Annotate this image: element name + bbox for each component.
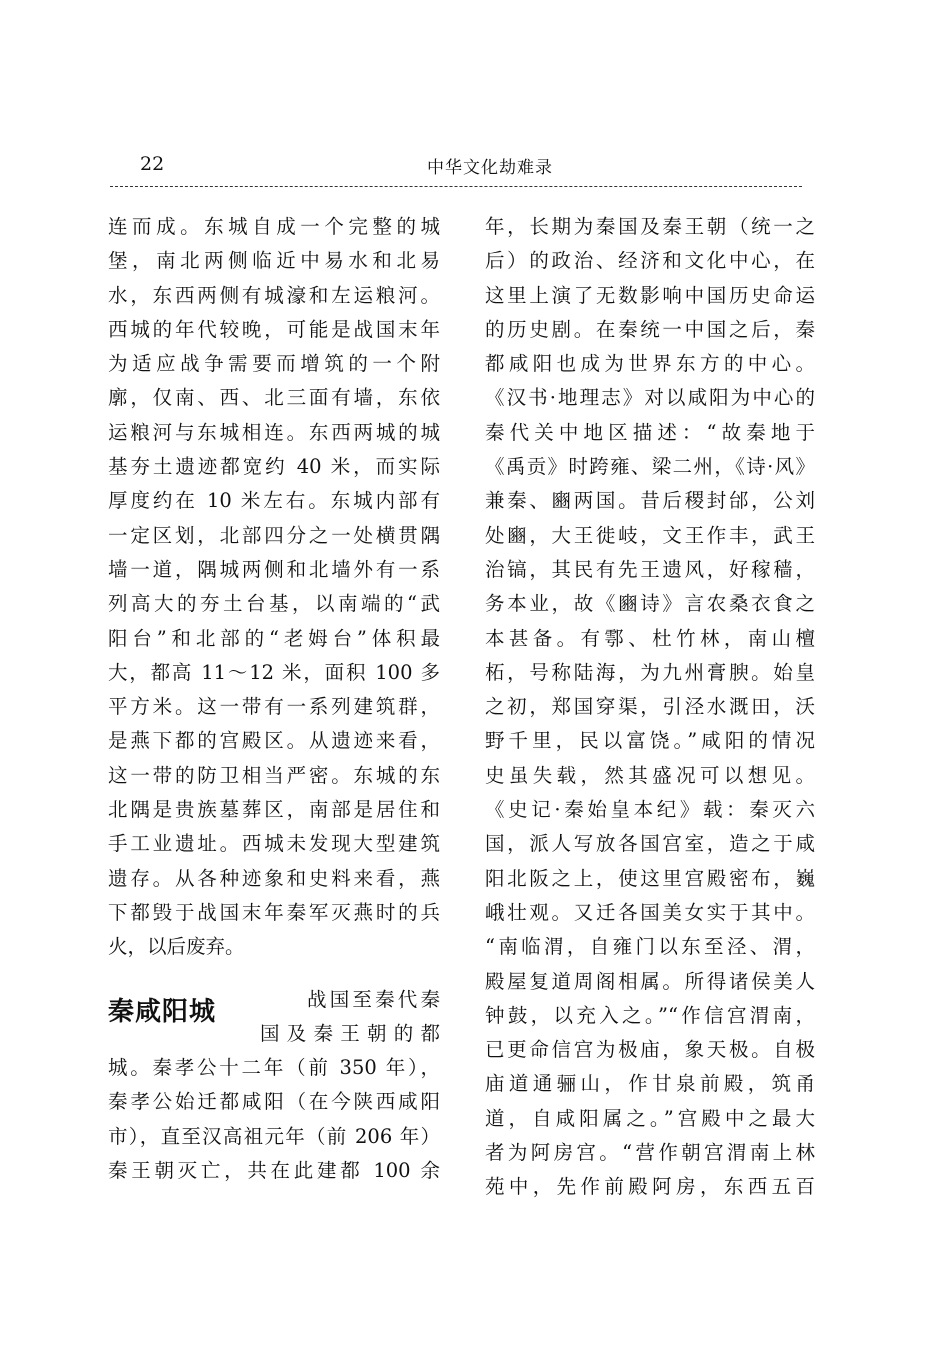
text-line: 城。秦孝公十二年（前 350 年）， [108,1056,440,1079]
entry-title: 秦咸阳城 [108,997,217,1027]
text-line: 堡，南北两侧临近中易水和北易 [108,249,440,273]
text-line: 秦代关中地区描述：“故秦地于 [485,420,815,444]
text-line: 北隅是贵族墓葬区，南部是居住和 [108,798,440,822]
text-line: 阳台”和北部的“老姆台”体积最 [108,626,440,650]
page-number: 22 [140,153,165,175]
text-line: 《史记·秦始皇本纪》载：秦灭六 [485,798,815,822]
text-line: 这里上演了无数影响中国历史命运 [485,283,815,307]
text-line: 之初，郑国穿渠，引泾水溉田，沃 [485,695,815,719]
text-line: 廓，仅南、西、北三面有墙，东依 [108,386,440,410]
text-line: 国，派人写放各国宫室，造之于咸 [485,832,815,856]
text-line: 下都毁于战国末年秦军灭燕时的兵 [108,900,440,924]
text-line: 庙道通骊山，作甘泉前殿，筑甬 [485,1072,815,1096]
text-line: 西城的年代较晚，可能是战国末年 [108,317,440,341]
entry-head [108,983,440,1051]
text-line: 火，以后废弃。 [108,935,245,959]
text-line: 处豳，大王徙岐，文王作丰，武王 [485,523,815,547]
text-line: 列高大的夯土台基，以南端的“武 [108,592,440,616]
text-line: 平方米。这一带有一系列建筑群， [108,695,440,719]
text-line: 年，长期为秦国及秦王朝（统一之 [485,215,815,238]
text-line: 治镐，其民有先王遗风，好稼穑， [485,557,815,581]
text-line: 阳北阪之上，使这里宫殿密布，巍 [485,866,815,890]
text-line: 柘，号称陆海，为九州膏腴。始皇 [485,660,815,684]
right-column [485,210,815,1205]
left-column [108,210,440,965]
text-line: 本甚备。有鄠、杜竹林，南山檀 [485,626,815,650]
text-line: 史虽失载，然其盛况可以想见。 [485,763,815,787]
text-line: 兼秦、豳两国。昔后稷封邰，公刘 [485,489,815,513]
text-line: 厚度约在 10 米左右。东城内部有 [108,489,440,513]
text-line: 已更命信宫为极庙，象天极。自极 [485,1038,815,1062]
text-line: 都咸阳也成为世界东方的中心。 [485,352,815,376]
text-line: 峨壮观。又迁各国美女实于其中。 [485,900,815,924]
entry-head-line: 战国至秦代秦 [307,988,440,1011]
text-line: 市），直至汉高祖元年（前 206 年） [108,1124,440,1148]
entry-body [108,1051,440,1188]
text-line: “南临渭，自雍门以东至泾、渭， [485,935,815,959]
text-line: 务本业，故《豳诗》言农桑衣食之 [485,592,815,616]
text-line: 的历史剧。在秦统一中国之后，秦 [485,317,815,341]
text-line: 秦孝公始迁都咸阳（在今陕西咸阳 [108,1090,440,1114]
text-line: 连而成。东城自成一个完整的城 [108,215,440,238]
text-line: 手工业遗址。西城未发现大型建筑 [108,832,440,856]
text-line: 秦王朝灭亡，共在此建都 100 余 [108,1158,440,1182]
text-line: 基夯土遗迹都宽约 40 米，而实际 [108,455,440,479]
text-line: 一定区划，北部四分之一处横贯隅 [108,523,440,547]
text-line: 为适应战争需要而增筑的一个附 [108,352,440,376]
text-line: 道，自咸阳属之。”宫殿中之最大 [485,1106,815,1130]
text-line: 殿屋复道周阁相属。所得诸侯美人 [485,969,815,993]
entry-head-line: 国及秦王朝的都 [260,1022,440,1045]
text-line: 苑中，先作前殿阿房，东西五百 [485,1175,815,1199]
text-line: 墙一道，隅城两侧和北墙外有一系 [108,557,440,581]
text-line: 《禹贡》时跨雍、梁二州，《诗·风》 [485,455,815,479]
text-line: 《汉书·地理志》对以咸阳为中心的 [485,386,815,410]
text-line: 遗存。从各种迹象和史料来看，燕 [108,866,440,890]
text-line: 大，都高 11～12 米，面积 100 多 [108,660,440,684]
text-line: 野千里，民以富饶。”咸阳的情况 [485,729,815,753]
text-line: 钟鼓，以充入之。”“作信宫渭南， [485,1003,815,1027]
text-line: 后）的政治、经济和文化中心，在 [485,249,815,273]
text-line: 水，东西两侧有城濠和左运粮河。 [108,283,440,307]
entry-qin-xianyang [108,983,440,1188]
running-title: 中华文化劫难录 [427,158,553,178]
text-line: 运粮河与东城相连。东西两城的城 [108,420,440,444]
header-rule [110,186,802,187]
text-line: 这一带的防卫相当严密。东城的东 [108,763,440,787]
text-line: 是燕下都的宫殿区。从遗迹来看， [108,729,440,753]
text-line: 者为阿房宫。“营作朝宫渭南上林 [485,1141,815,1165]
